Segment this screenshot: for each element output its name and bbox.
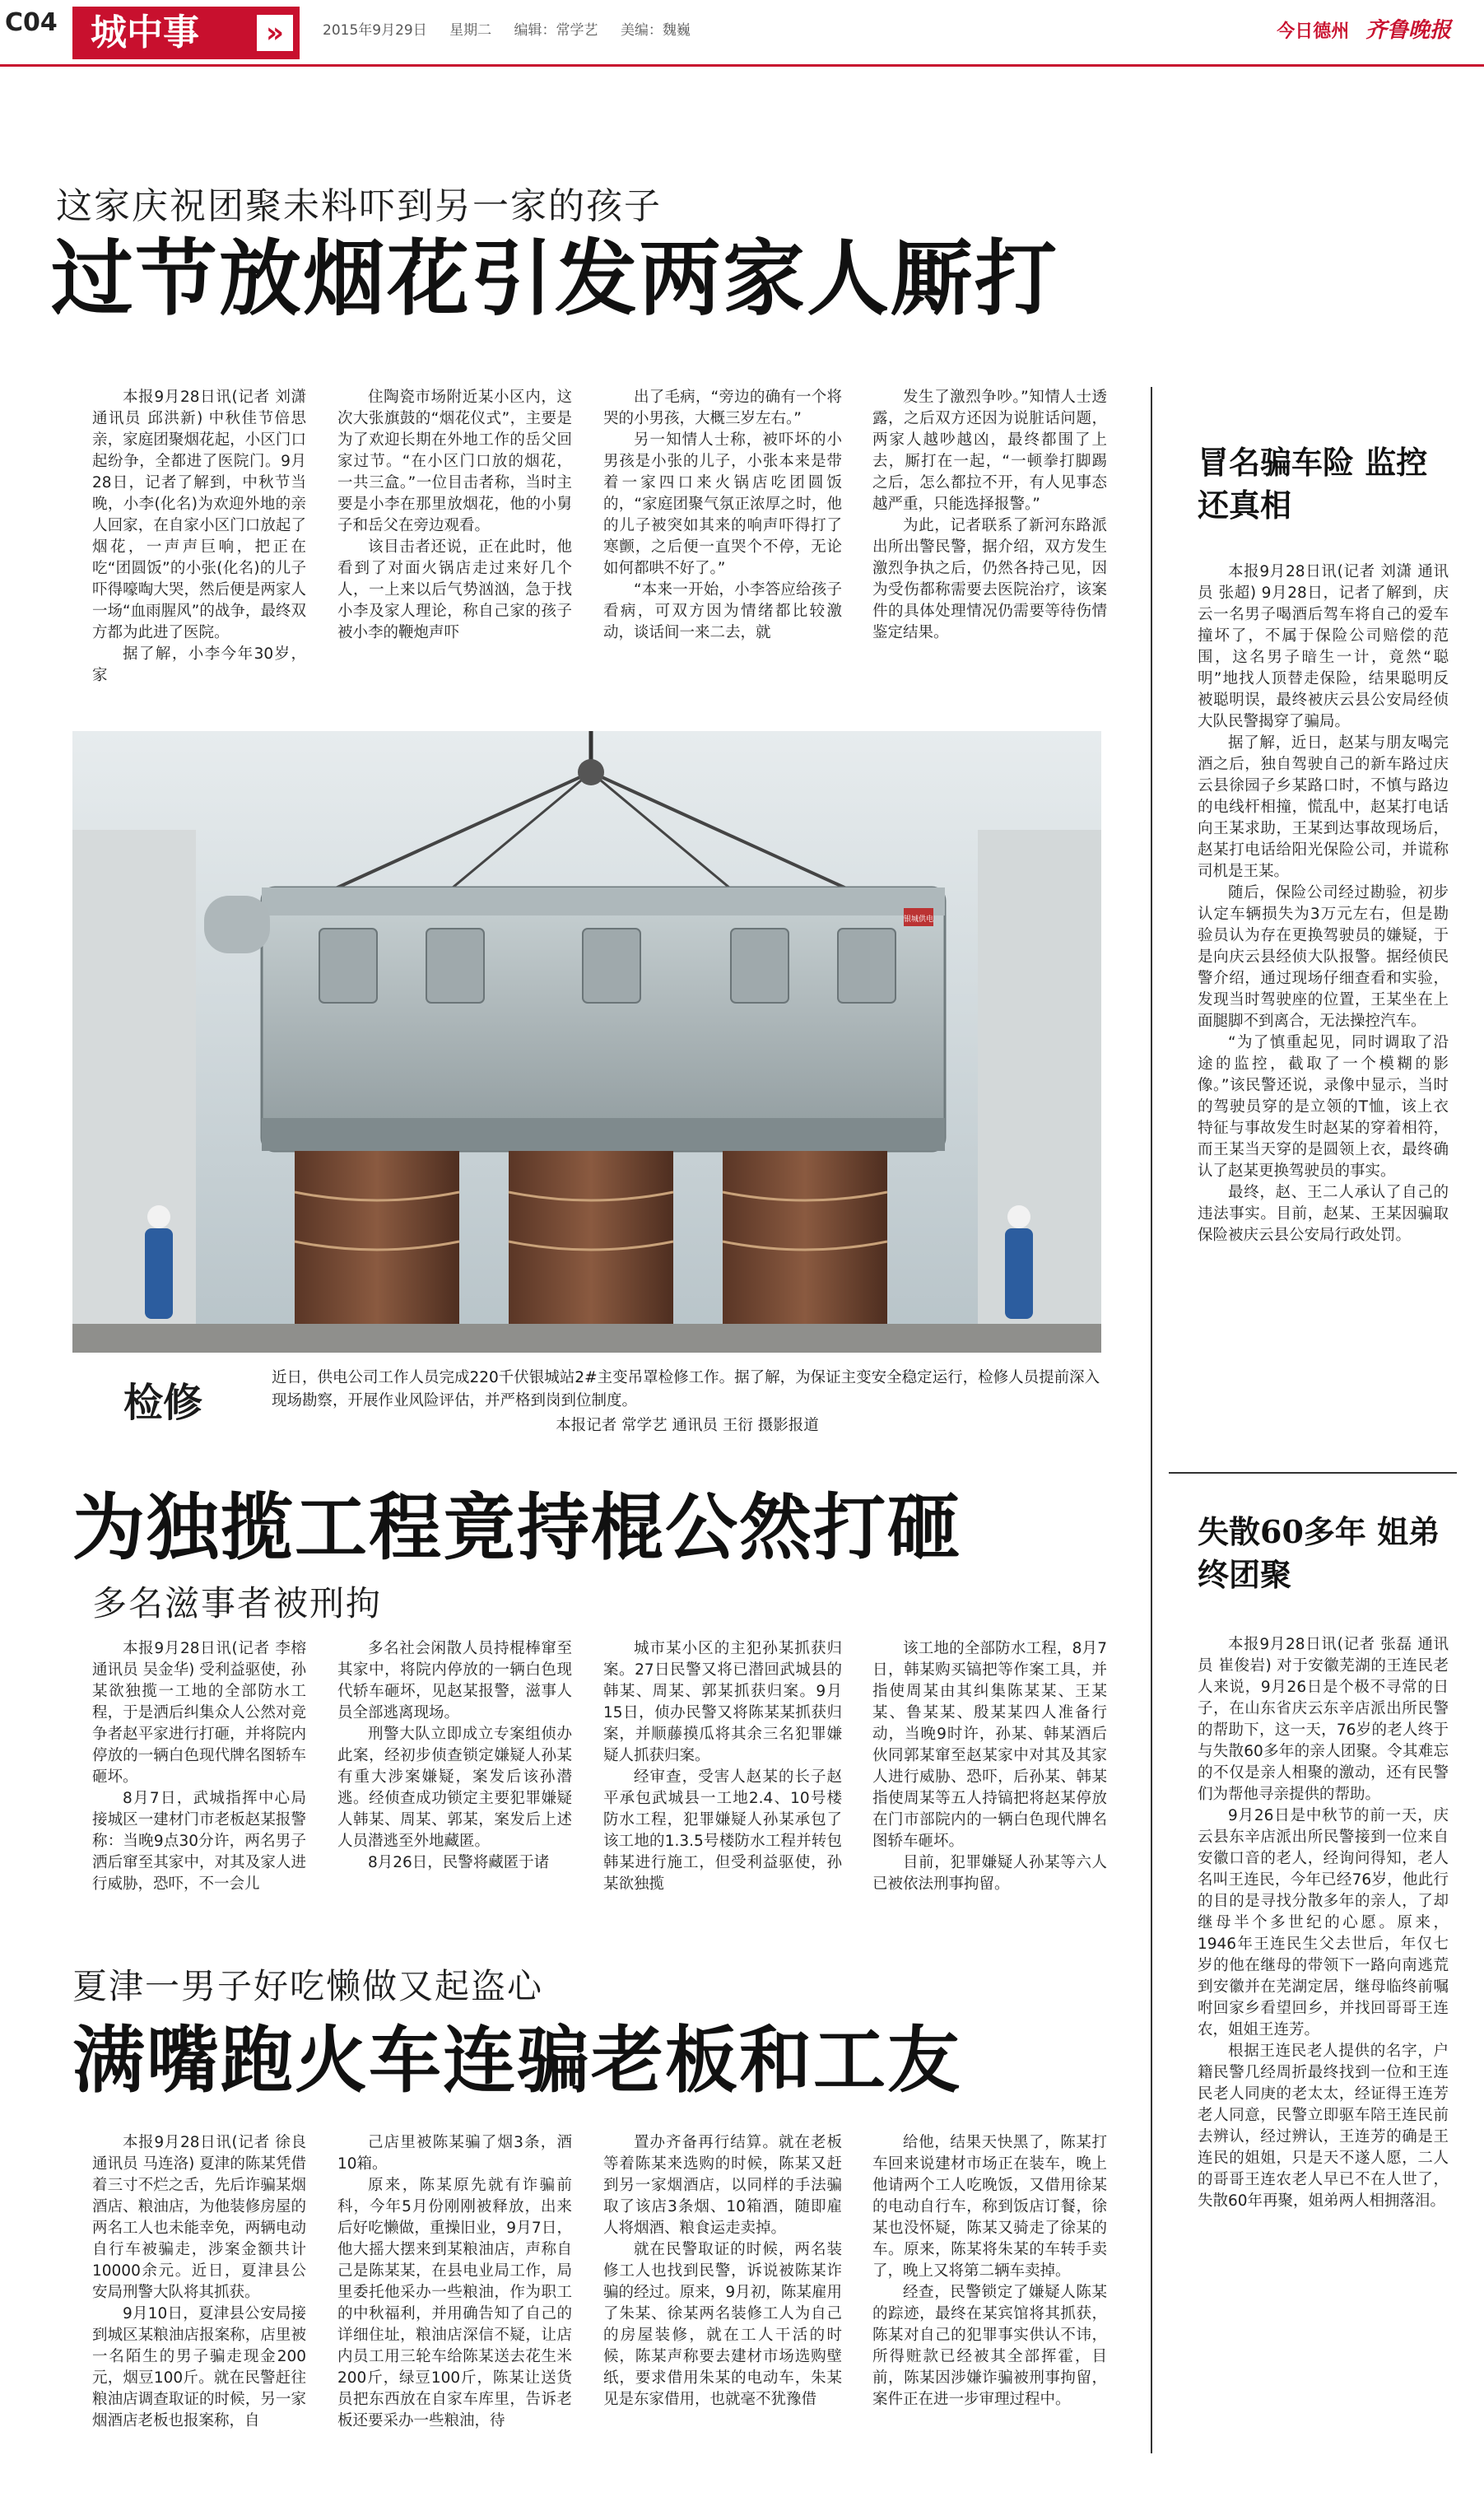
region-label: 今日德州 — [1277, 21, 1350, 42]
story3-column-2 — [337, 2132, 572, 2495]
story1-paragraph: 另一知情人士称，被吓坏的小男孩是小张的儿子，小张本来是带着一家四口来火锅店吃团圆饭的，“家庭团聚气氛正浓厚之时，他的儿子被突如其来的响声吓得打了寒颤，之后便一直哭个不停，无论如何都哄不好了。” — [603, 431, 842, 577]
photo-caption — [272, 1367, 1103, 1437]
story1-column-3 — [603, 387, 842, 693]
story3-paragraph: 己店里被陈某骗了烟3条，酒10箱。 — [337, 2134, 572, 2173]
story2-paragraph: 刑警大队立即成立专案组侦办此案，经初步侦查锁定嫌疑人孙某有重大涉案嫌疑，案发后该孙潜逃。经侦查成功锁定主要犯罪嫌疑人韩某、周某、郭某，案发后上述人员潜逃至外地藏匿。 — [337, 1726, 572, 1850]
side1-paragraph: 随后，保险公司经过勘验，初步认定车辆损失为3万元左右，但是勘验员认为存在更换驾驶员的嫌疑，于是向庆云县经侦大队报警。据经侦民警介绍，通过现场仔细查看和实验，发现当时驾驶座的位置，王某坐在上面腿脚不到离合，无法操控汽车。 — [1198, 884, 1449, 1030]
side2-paragraph: 9月26日是中秋节的前一天，庆云县东辛店派出所民警接到一位来自安徽口音的老人，经询问得知，老人名叫王连民，今年已经76岁，他此行的目的是寻找分散多年的亲人，了却继母半个多世纪的心愿。原来，1946年王连民生父去世后，年仅七岁的他在继母的带领下一路向南逃荒到安徽并在芜湖定居，继母临终前嘱咐回家乡看望回乡，并找回哥哥王连农，姐姐王连芳。 — [1198, 1807, 1449, 2038]
story2-column-2 — [337, 1638, 572, 1902]
sidebar-separator — [1169, 1472, 1457, 1474]
story1-column-2 — [337, 387, 572, 693]
photo-tag: 银城供电 — [903, 915, 934, 924]
side1-body — [1198, 561, 1449, 1434]
photo-transformer-maintenance — [72, 731, 1101, 1353]
story3-paragraph: 给他，结果天快黑了，陈某打车回来说建材市场正在装车，晚上他请两个工人吃晚饭，又借用徐某的电动自行车，称到饭店订餐，徐某也没怀疑，陈某又骑走了徐某的车。原来，陈某将朱某的车转手卖了，晚上又将第二辆车卖掉。 — [872, 2134, 1107, 2280]
story1-headline: 过节放烟花引发两家人厮打 — [51, 230, 1058, 327]
story1-kicker: 这家庆祝团聚未料吓到另一家的孩子 — [56, 185, 662, 227]
story2-paragraph: 城市某小区的主犯孙某抓获归案。27日民警又将已潜回武城县的韩某、周某、郭某抓获归案。9月15日，侦办民警又将陈某某抓获归案，并顺藤摸瓜将其余三名犯罪嫌疑人抓获归案。 — [603, 1640, 842, 1764]
story3-paragraph: 置办齐备再行结算。就在老板等着陈某来选购的时候，陈某又赶到另一家烟酒店，以同样的手法骗取了该店3条烟、10箱酒，随即雇人将烟酒、粮食运走卖掉。 — [603, 2134, 842, 2237]
newspaper-logo: 齐鲁晚报 — [1365, 18, 1451, 43]
side2-body — [1198, 1634, 1449, 2445]
story1-paragraph: “本来一开始，小李答应给孩子看病，可双方因为情绪都比较激动，谈话间一来二去，就 — [603, 581, 842, 641]
story1-paragraph: 住陶瓷市场附近某小区内，这次大张旗鼓的“烟花仪式”，主要是为了欢迎长期在外地工作的岳父回家过节。“在小区门口放的烟花，一共三盒。”一位目击者称，当时主要是小李在那里放烟花，他的小舅子和岳父在旁边观看。 — [337, 389, 572, 534]
story1-column-1 — [92, 387, 306, 693]
section-label: 城中事 — [91, 12, 199, 54]
story3-paragraph: 就在民警取证的时候，两名装修工人也找到民警，诉说被陈某诈骗的经过。原来，9月初，陈某雇用了朱某、徐某两名装修工人为自己的房屋装修，就在工人干活的时候，陈某声称要去建材市场选购壁纸，要求借用朱某的电动车，朱某见是东家借用，也就毫不犹豫借 — [603, 2241, 842, 2408]
story3-paragraph: 9月10日，夏津县公安局接到城区某粮油店报案称，店里被一名陌生的男子骗走现金200元，烟豆100斤。就在民警赶往粮油店调查取证的时候，另一家烟酒店老板也报案称，自 — [92, 2305, 306, 2429]
header-rule — [0, 64, 1484, 67]
masthead-right — [1277, 13, 1451, 44]
story2-column-1 — [92, 1638, 306, 1902]
story3-column-1 — [92, 2132, 306, 2495]
story2-subhead: 多名滋事者被刑拘 — [92, 1583, 383, 1624]
transformer-illustration — [72, 731, 1101, 1353]
story1-paragraph: 发生了激烈争吵。”知情人士透露，之后双方还因为说脏话问题，两家人越吵越凶，最终都围了上去，厮打在一起，“一顿拳打脚踢之后，怎么都拉不开，有人见事态越严重，只能选择报警。” — [872, 389, 1107, 513]
worker-right — [1005, 1205, 1033, 1319]
story1-paragraph: 据了解，小李今年30岁，家 — [92, 645, 306, 684]
story1-paragraph: 本报9月28日讯(记者 刘潇 通讯员 邱洪新) 中秋佳节倍思亲，家庭团聚烟花起，小区门口起纷争，全都进了医院门。9月28日，记者了解到，中秋节当晚，小李(化名)为欢迎外地的亲人回家，在自家小区门口放起了烟花，一声声巨响，把正在吃“团圆饭”的小张(化名)的儿子吓得嚎啕大哭，然后便是两家人一场“血雨腥风”的战争，最终双方都为此进了医院。 — [92, 389, 306, 641]
side1-paragraph: “为了慎重起见，同时调取了沿途的监控，截取了一个模糊的影像。”该民警还说，录像中显示，当时的驾驶员穿的是立领的T恤，该上衣特征与事故发生时赵某的穿着相符，而王某当天穿的是圆领上衣，最终确认了赵某更换驾驶员的事实。 — [1198, 1034, 1449, 1180]
photo-label: 检修 — [123, 1380, 203, 1426]
story2-paragraph: 8月7日，武城指挥中心局接城区一建材门市老板赵某报警称：当晚9点30分许，两名男子洒后窜至其家中，对其及家人进行威胁，恐吓，不一会儿 — [92, 1790, 306, 1893]
section-title — [72, 7, 300, 59]
story2-headline: 为独揽工程竟持棍公然打砸 — [72, 1484, 962, 1570]
story2-paragraph: 多名社会闲散人员持棍棒窜至其家中，将院内停放的一辆白色现代轿车砸坏，见赵某报警，滋事人员全部逃离现场。 — [337, 1640, 572, 1721]
issue-date: 2015年9月29日 — [323, 22, 427, 39]
story3-paragraph: 经查，民警锁定了嫌疑人陈某的踪迹，最终在某宾馆将其抓获，陈某对自己的犯罪事实供认不讳，所得赃款已经被其全部挥霍，目前，陈某因涉嫌诈骗被刑事拘留，案件正在进一步审理过程中。 — [872, 2284, 1107, 2408]
sidebar-divider — [1151, 387, 1152, 2453]
story2-paragraph: 8月26日，民警将藏匿于诸 — [368, 1854, 550, 1871]
side1-paragraph: 据了解，近日，赵某与朋友喝完酒之后，独自驾驶自己的新车路过庆云县徐园子乡某路口时，不慎与路边的电线杆相撞，慌乱中，赵某打电话向王某求助，王某到达事故现场后，赵某打电话给阳光保险公司，并谎称司机是王某。 — [1198, 734, 1449, 880]
designer-credit: 美编：魏巍 — [620, 22, 691, 39]
story2-paragraph: 该工地的全部防水工程，8月7日，韩某购买镐把等作案工具，并指使周某由其纠集陈某某、王某某、鲁某某、殷某某四人准备行动，当晚9时许，孙某、韩某酒后伙同郭某窜至赵某家中对其及其家人进行威胁、恐吓，后孙某、韩某指使周某等五人持镐把将赵某停放在门市部院内的一辆白色现代牌名图轿车砸坏。 — [872, 1640, 1107, 1850]
editor-credit: 编辑：常学艺 — [514, 22, 598, 39]
issue-weekday: 星期二 — [449, 22, 492, 39]
story3-column-4 — [872, 2132, 1107, 2495]
chevron-right-icon: » — [257, 15, 293, 51]
story1-paragraph: 该目击者还说，正在此时，他看到了对面火锅店走过来好几个人，一上来以后气势汹汹，急于找小李及家人理论，称自己家的孩子被小李的鞭炮声吓 — [337, 538, 572, 641]
side1-paragraph: 最终，赵、王二人承认了自己的违法事实。目前，赵某、王某因骗取保险被庆云县公安局行政处罚。 — [1198, 1184, 1449, 1244]
page-number: C04 — [5, 8, 58, 37]
story3-headline: 满嘴跑火车连骗老板和工友 — [72, 2017, 962, 2103]
story3-column-3 — [603, 2132, 842, 2495]
story2-paragraph: 本报9月28日讯(记者 李榕 通讯员 吴金华) 受利益驱使，孙某欲独揽一工地的全部防水工程，于是洒后纠集众人公然对竞争者赵平家进行打砸，并将院内停放的一辆白色现代牌名图轿车砸坏。 — [92, 1640, 306, 1786]
side2-headline: 失散60多年 姐弟终团聚 — [1198, 1513, 1440, 1593]
issue-meta — [323, 18, 709, 39]
side1-headline: 冒名骗车险 监控还真相 — [1198, 444, 1428, 524]
story3-paragraph: 本报9月28日讯(记者 徐良 通讯员 马连洛) 夏津的陈某凭借着三寸不烂之舌，先后诈骗某烟酒店、粮油店，为他装修房屋的两名工人也未能幸免，两辆电动自行车被骗走，涉案金额共计10000余元。近日，夏津县公安局刑警大队将其抓获。 — [92, 2134, 306, 2301]
story2-paragraph: 目前，犯罪嫌疑人孙某等六人已被依法刑事拘留。 — [872, 1854, 1107, 1893]
story1-column-4 — [872, 387, 1107, 693]
side2-paragraph: 本报9月28日讯(记者 张磊 通讯员 崔俊岩) 对于安徽芜湖的王连民老人来说，9月26日是个极不寻常的日子，在山东省庆云东辛店派出所民警的帮助下，这一天，76岁的老人终于与失散60多年的亲人团聚。令其难忘的不仅是亲人相聚的激动，还有民警们为帮他寻亲提供的帮助。 — [1198, 1636, 1449, 1803]
story1-paragraph: 出了毛病，“旁边的确有一个将哭的小男孩，大概三岁左右。” — [603, 389, 842, 427]
side1-paragraph: 本报9月28日讯(记者 刘潇 通讯员 张超) 9月28日，记者了解到，庆云一名男子喝酒后驾车将自己的爱车撞坏了，不属于保险公司赔偿的范围，这名男子暗生一计，竟然“聪明”地找人顶替走保险，结果聪明反被聪明误，最终被庆云县公安局经侦大队民警揭穿了骗局。 — [1198, 563, 1449, 730]
story2-column-4 — [872, 1638, 1107, 1902]
caption-text: 近日，供电公司工作人员完成220千伏银城站2#主变吊罩检修工作。据了解，为保证主变安全稳定运行，检修人员提前深入现场勘察，开展作业风险评估，并严格到岗到位制度。 — [272, 1369, 1100, 1409]
photo-credit: 本报记者 常学艺 通讯员 王衍 摄影报道 — [556, 1417, 819, 1434]
worker-left — [145, 1205, 173, 1319]
story3-paragraph: 原来，陈某原先就有诈骗前科，今年5月份刚刚被释放，出来后好吃懒做，重操旧业，9月7日，他大摇大摆来到某粮油店，声称自己是陈某某，在县电业局工作，局里委托他采办一些粮油，作为职工的中秋福利，并用确告知了自己的详细住址，粮油店深信不疑，让店内员工用三轮车给陈某送去花生米200斤，绿豆100斤，陈某让送货员把东西放在自家车库里，告诉老板还要采办一些粮油，待 — [337, 2177, 572, 2429]
side2-paragraph: 根据王连民老人提供的名字，户籍民警几经周折最终找到一位和王连民老人同庚的老太太，经证得王连芳老人同意，民警立即驱车陪王连民前去辨认，经过辨认，王连芳的确是王连民的姐姐，只是天不遂人愿，二人的哥哥王连农老人早已不在人世了，失散60年再聚，姐弟两人相拥落泪。 — [1198, 2043, 1449, 2210]
story2-paragraph: 经审查，受害人赵某的长子赵平承包武城县一工地2.4、10号楼防水工程，犯罪嫌疑人孙某承包了该工地的1.3.5号楼防水工程并转包韩某进行施工，但受利益驱使，孙某欲独揽 — [603, 1768, 842, 1893]
story1-paragraph: 为此，记者联系了新河东路派出所出警民警，据介绍，双方发生激烈争执之后，仍然各持己见，因为受伤都称需要去医院治疗，该案件的具体处理情况仍需要等待伤情鉴定结果。 — [872, 517, 1107, 641]
story3-kicker: 夏津一男子好吃懒做又起盗心 — [72, 1966, 544, 2006]
story2-column-3 — [603, 1638, 842, 1902]
